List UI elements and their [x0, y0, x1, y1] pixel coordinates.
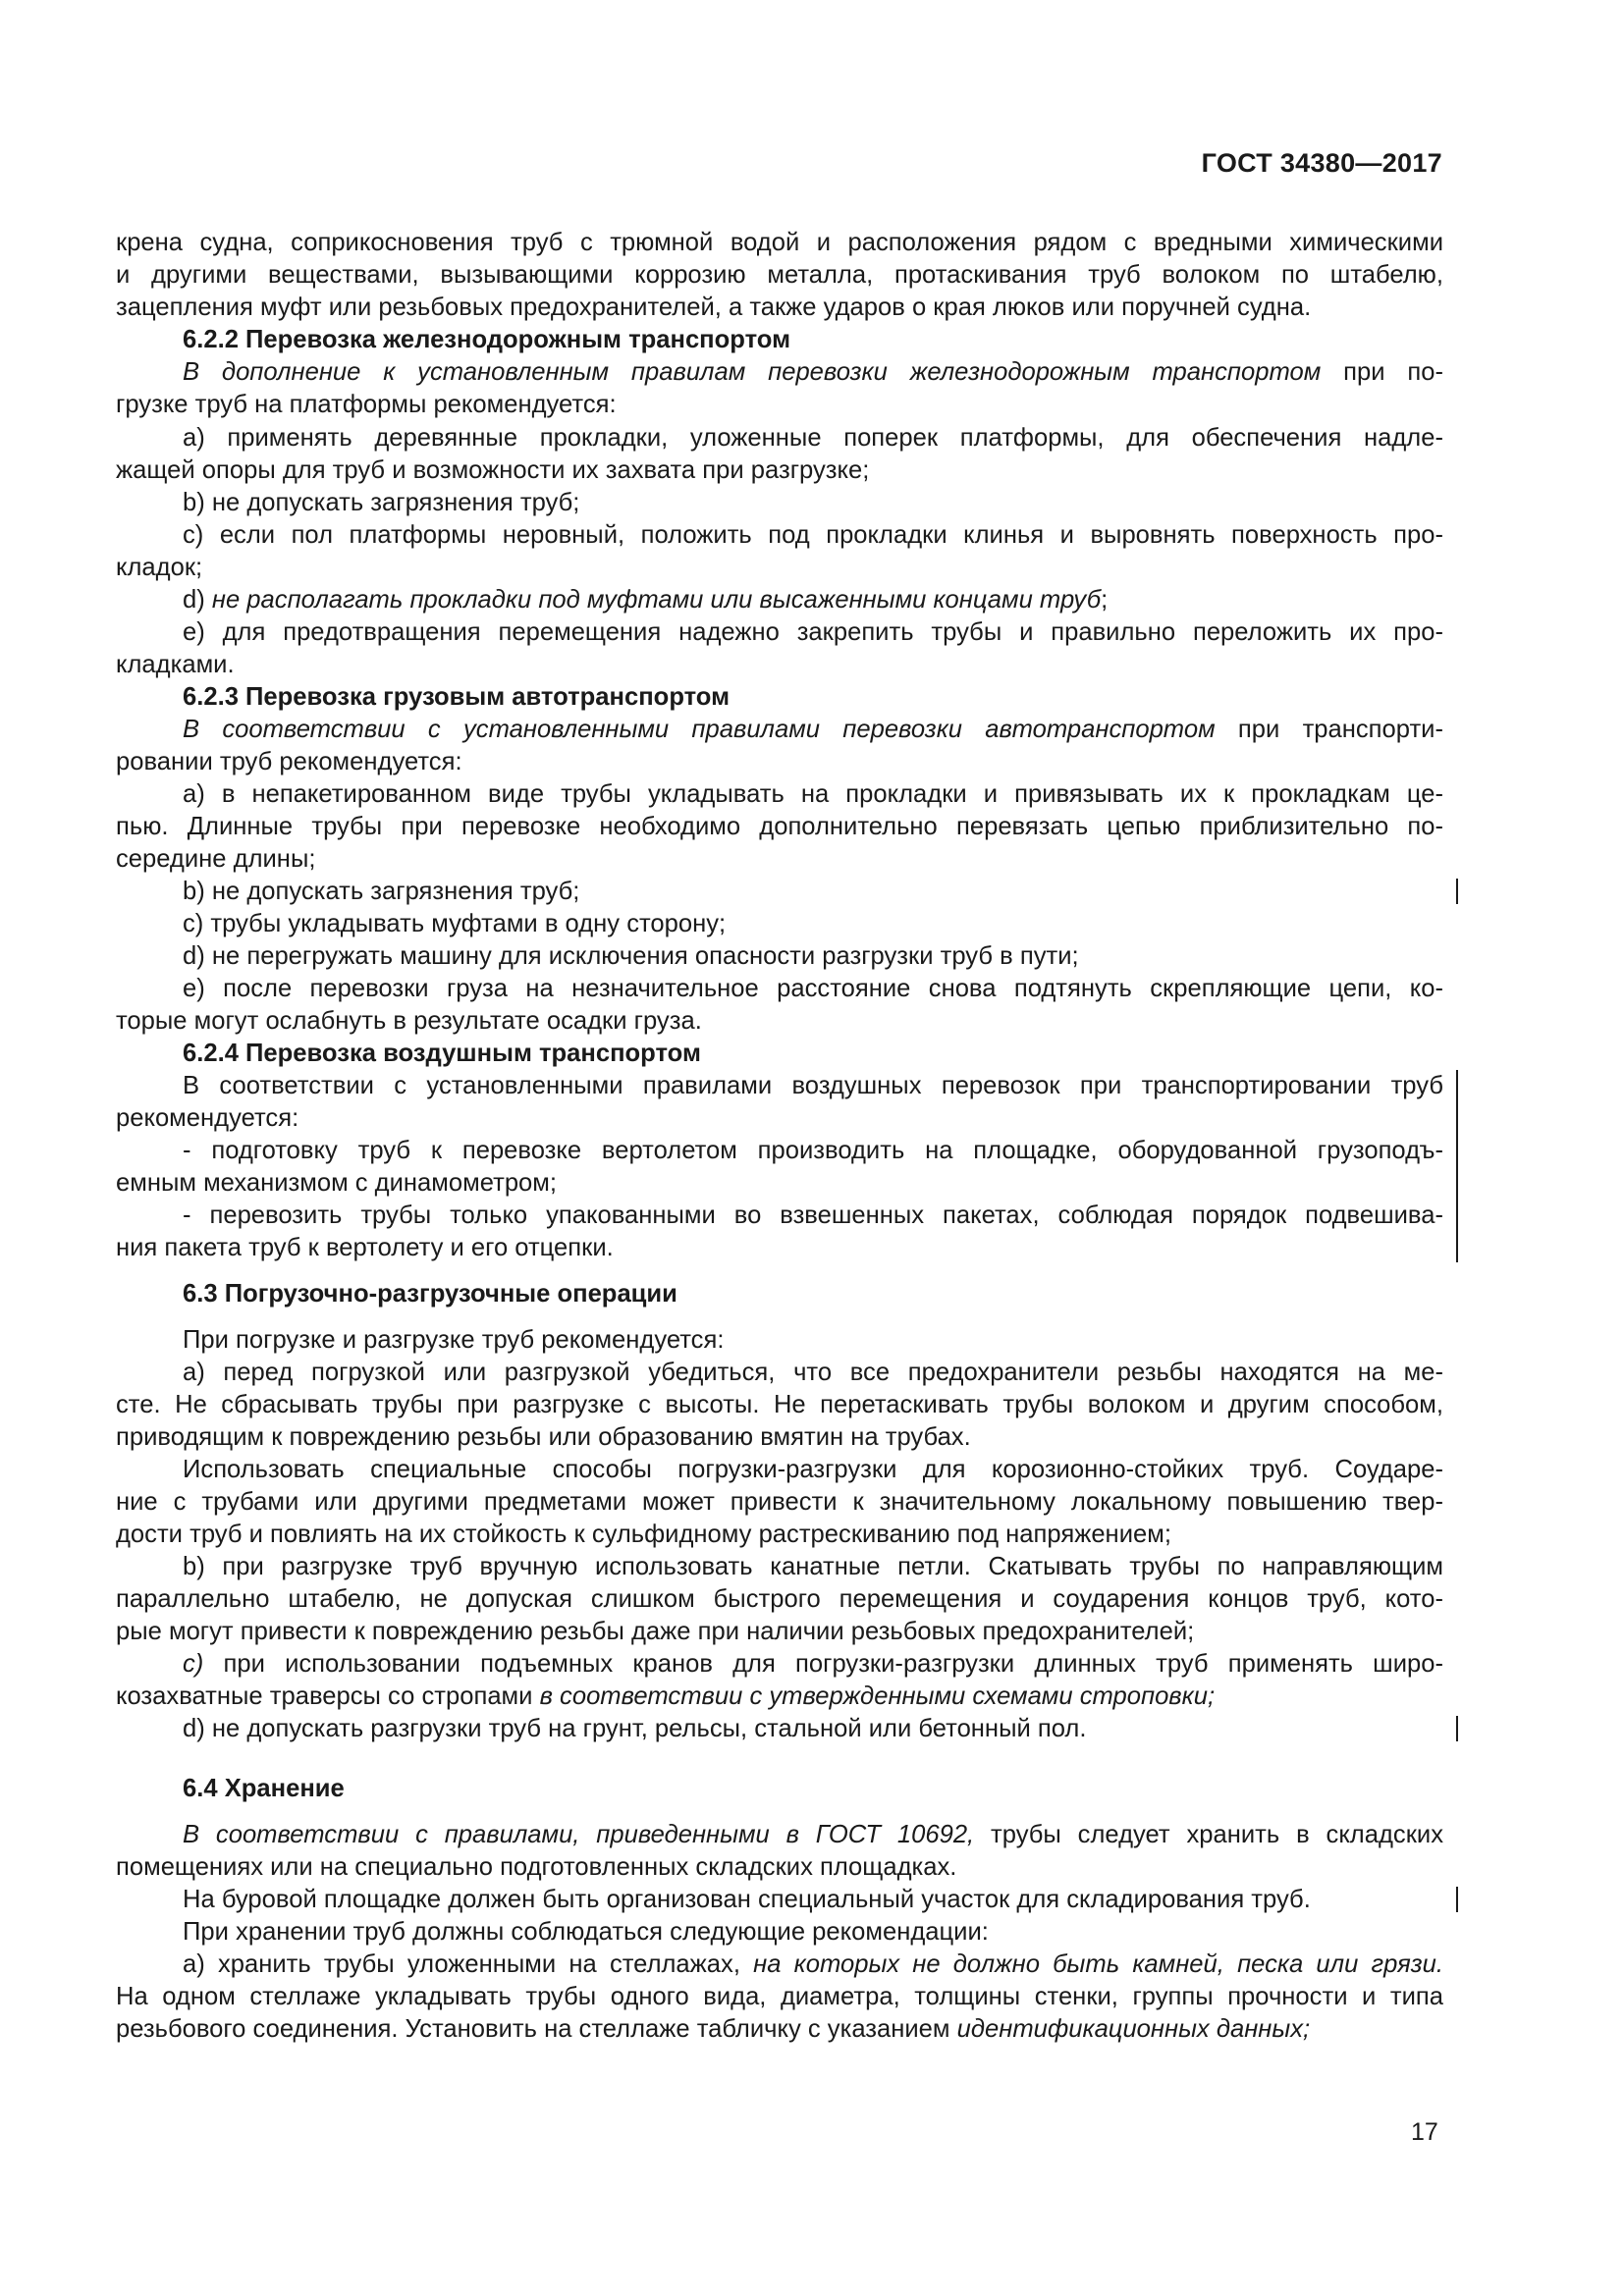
list-item: c) если пол платформы неровный, положить под прокладки клинья и выровнять поверхность про-	[183, 521, 1443, 549]
text-line: При погрузке и разгрузке труб рекомендуется:	[183, 1326, 725, 1354]
text-line: кладок;	[116, 554, 203, 581]
document-code-header: ГОСТ 34380—2017	[1201, 148, 1442, 178]
list-item: c) трубы укладывать муфтами в одну сторону;	[183, 910, 727, 937]
text-line: емным механизмом с динамометром;	[116, 1169, 557, 1197]
text-line: сте. Не сбрасывать трубы при разгрузке с высоты. Не перетаскивать трубы волоком и другим способом,	[116, 1391, 1443, 1418]
list-item: - подготовку труб к перевозке вертолетом производить на площадке, оборудованной грузоподъ-	[183, 1137, 1443, 1164]
list-item: e) после перевозки груза на незначительное расстояние снова подтянуть скрепляющие цепи, ко-	[183, 975, 1443, 1002]
change-bar	[1456, 1716, 1458, 1741]
list-item: b) не допускать загрязнения труб;	[183, 878, 580, 905]
list-item: - перевозить трубы только упакованными во взвешенных пакетах, соблюдая порядок подвешива-	[183, 1201, 1443, 1229]
change-bar	[1456, 879, 1458, 904]
list-item: a) хранить трубы уложенными на стеллажах, на которых не должно быть камней, песка или грязи.	[183, 1950, 1443, 1978]
text-line: При хранении труб должны соблюдаться следующие рекомендации:	[183, 1918, 989, 1946]
text-line: пью. Длинные трубы при перевозке необходимо дополнительно перевязать цепью приблизительно по-	[116, 813, 1443, 840]
section-heading-6-2-3: 6.2.3 Перевозка грузовым автотранспортом	[183, 683, 731, 711]
text-line: и другими веществами, вызывающими коррозию металла, протаскивания труб волоком по штабелю,	[116, 261, 1443, 289]
text-line: Использовать специальные способы погрузки-разгрузки для корозионно-стойких труб. Соударе-	[183, 1456, 1443, 1483]
text-line: резьбового соединения. Установить на стеллаже табличку с указанием идентификационных данных;	[116, 2015, 1311, 2043]
change-bar	[1456, 1887, 1458, 1912]
text-line: грузке труб на платформы рекомендуется:	[116, 391, 617, 418]
section-heading-6-2-4: 6.2.4 Перевозка воздушным транспортом	[183, 1040, 701, 1067]
list-item: d) не перегружать машину для исключения опасности разгрузки труб в пути;	[183, 942, 1079, 970]
list-item: b) при разгрузке труб вручную использовать канатные петли. Скатывать трубы по направляющим	[183, 1553, 1443, 1580]
text-line: козахватные траверсы со стропами в соответствии с утвержденными схемами строповки;	[116, 1682, 1216, 1710]
text-line: На одном стеллаже укладывать трубы одного вида, диаметра, толщины стенки, группы прочности и типа	[116, 1983, 1443, 2010]
text-line: кладками.	[116, 651, 235, 678]
list-item: d) не располагать прокладки под муфтами или высаженными концами труб;	[183, 586, 1109, 614]
text-line: помещениях или на специально подготовленных складских площадках.	[116, 1853, 957, 1881]
text-line: крена судна, соприкосновения труб с трюмной водой и расположения рядом с вредными химическими	[116, 229, 1443, 256]
text-line: рые могут привести к повреждению резьбы даже при наличии резьбовых предохранителей;	[116, 1618, 1195, 1645]
text-line: жащей опоры для труб и возможности их захвата при разгрузке;	[116, 456, 870, 484]
text-line: дости труб и повлиять на их стойкость к сульфидному растрескиванию под напряжением;	[116, 1521, 1171, 1548]
text-line: приводящим к повреждению резьбы или образованию вмятин на трубах.	[116, 1423, 971, 1451]
section-heading-6-3: 6.3 Погрузочно-разгрузочные операции	[183, 1280, 677, 1308]
list-item: d) не допускать разгрузки труб на грунт, рельсы, стальной или бетонный пол.	[183, 1715, 1087, 1742]
text-line: На буровой площадке должен быть организован специальный участок для складирования труб.	[183, 1886, 1311, 1913]
section-heading-6-2-2: 6.2.2 Перевозка железнодорожным транспортом	[183, 326, 790, 353]
text-line: ние с трубами или другими предметами может привести к значительному локальному повышению твер-	[116, 1488, 1443, 1516]
list-item: e) для предотвращения перемещения надежно закрепить трубы и правильно переложить их про-	[183, 618, 1443, 646]
text-line: торые могут ослабнуть в результате осадки груза.	[116, 1007, 702, 1035]
page-number: 17	[1411, 2118, 1438, 2146]
text-line: В соответствии с установленными правилами воздушных перевозок при транспортировании труб	[183, 1072, 1443, 1099]
text-line: В соответствии с правилами, приведенными в ГОСТ 10692, трубы следует хранить в складских	[183, 1821, 1443, 1848]
text-line: зацепления муфт или резьбовых предохранителей, а также ударов о края люков или поручней судна.	[116, 294, 1312, 321]
text-line: ния пакета труб к вертолету и его отцепки.	[116, 1234, 614, 1261]
text-line: ровании труб рекомендуется:	[116, 748, 462, 775]
list-item: a) применять деревянные прокладки, уложенные поперек платформы, для обеспечения надле-	[183, 424, 1443, 452]
text-line: параллельно штабелю, не допуская слишком быстрого перемещения и соударения концов труб, кото-	[116, 1585, 1443, 1613]
list-item: a) перед погрузкой или разгрузкой убедиться, что все предохранители резьбы находятся на ме-	[183, 1359, 1443, 1386]
text-line: середине длины;	[116, 845, 316, 873]
list-item: a) в непакетированном виде трубы укладывать на прокладки и привязывать их к прокладкам це-	[183, 780, 1443, 808]
text-line: рекомендуется:	[116, 1104, 299, 1132]
list-item: c) при использовании подъемных кранов для погрузки-разгрузки длинных труб применять широ-	[183, 1650, 1443, 1678]
text-line: В дополнение к установленным правилам перевозки железнодорожным транспортом при по-	[183, 358, 1443, 386]
change-bar	[1456, 1070, 1458, 1262]
text-line: В соответствии с установленными правилами перевозки автотранспортом при транспорти-	[183, 716, 1443, 743]
list-item: b) не допускать загрязнения труб;	[183, 489, 580, 516]
section-heading-6-4: 6.4 Хранение	[183, 1775, 345, 1802]
